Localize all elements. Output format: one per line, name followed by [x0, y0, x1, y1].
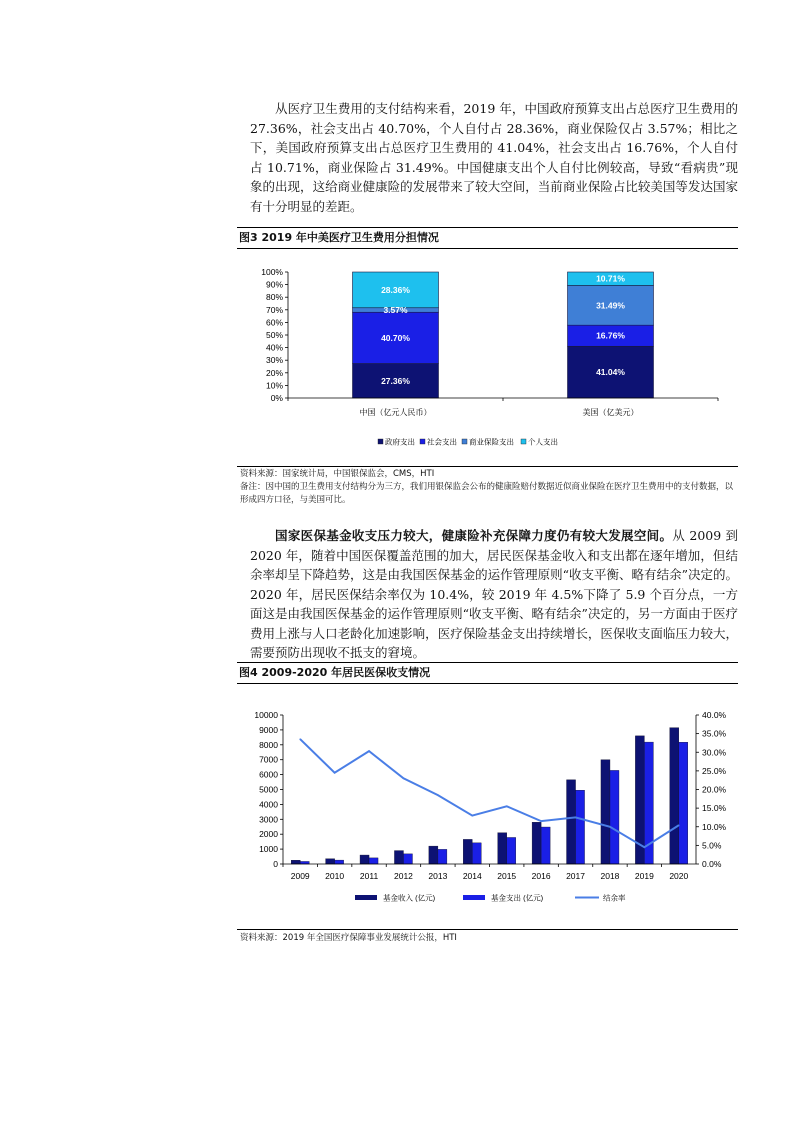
y-right-tick-label: 40.0% [702, 710, 727, 720]
balance-rate-point [506, 805, 508, 807]
bar [438, 849, 447, 864]
legend-swatch [378, 439, 383, 444]
balance-rate-point [609, 826, 611, 828]
y-left-tick-label: 1000 [259, 844, 278, 855]
bar-data-label: 3.57% [383, 304, 408, 315]
y-right-tick-label: 10.0% [702, 821, 727, 832]
bar [291, 860, 300, 864]
bar [394, 851, 403, 864]
y-left-tick-label: 10000 [254, 710, 278, 720]
balance-rate-point [299, 738, 301, 740]
bar [576, 790, 585, 864]
y-tick-label: 100% [261, 267, 283, 277]
fund-pressure-paragraph [250, 526, 738, 663]
bar-data-label: 10.71% [596, 273, 625, 284]
legend-swatch [521, 439, 526, 444]
y-tick-label: 10% [265, 380, 283, 391]
y-tick-label: 30% [265, 355, 283, 366]
balance-rate-point [575, 817, 577, 819]
figure3-stacked-bar-chart [237, 255, 738, 463]
legend-swatch [355, 895, 377, 900]
legend-label: 基金支出 (亿元) [491, 893, 544, 903]
y-tick-label: 40% [265, 342, 283, 353]
bar [567, 780, 576, 864]
bar-data-label: 31.49% [596, 300, 625, 311]
fund-pressure-body: 从 2009 到 2020 年，随着中国医保覆盖范围的加大，居民医保基金收入和支出都在逐年增加，但结余率却呈下降趋势，这是由我国医保基金的运作管理原则“收支平衡、略有结余”决定的。2020 年，居民医保结余率仅为 10.4%，较 2019 年 4.5%下降了 5.9 个百分点，一方面这是由我国医保基金的运作管理原则“收支平衡、略有结余”决定的，另一方面由于医疗费用上涨与人口老龄化加速影响，医疗保险基金支出持续增长，医保收支面临压力较大，需要预防出现收不抵支的窘境。 [250, 528, 738, 660]
legend-label: 基金收入 (亿元) [383, 893, 436, 903]
legend-swatch [462, 439, 467, 444]
legend-swatch [420, 439, 425, 444]
x-tick-label: 美国（亿美元） [582, 408, 639, 417]
y-left-tick-label: 3000 [259, 814, 278, 825]
x-tick-label: 2020 [669, 871, 689, 881]
balance-rate-point [368, 750, 370, 752]
y-right-tick-label: 25.0% [702, 765, 727, 776]
bar [601, 760, 610, 864]
y-left-tick-label: 6000 [259, 769, 278, 780]
y-left-tick-label: 9000 [259, 724, 278, 735]
legend-label: 个人支出 [528, 437, 558, 447]
bar [541, 827, 550, 864]
y-tick-label: 70% [265, 304, 283, 315]
bar-data-label: 28.36% [381, 284, 410, 295]
figure4-bar-line-chart [237, 700, 738, 928]
balance-rate-point [437, 794, 439, 796]
bar [403, 854, 412, 864]
x-tick-label: 2017 [566, 871, 586, 881]
y-tick-label: 90% [265, 279, 283, 290]
figure3-bottom-rule [237, 466, 738, 467]
x-tick-label: 2010 [325, 871, 345, 881]
balance-rate-point [334, 772, 336, 774]
y-left-tick-label: 4000 [259, 799, 278, 810]
bar [429, 846, 438, 864]
bar [472, 843, 481, 864]
balance-rate-point [540, 820, 542, 822]
x-tick-label: 2011 [359, 871, 379, 881]
y-right-tick-label: 30.0% [702, 747, 727, 758]
legend-label: 政府支出 [385, 437, 415, 447]
bar [360, 855, 369, 864]
figure4-source: 资料来源：2019 年全国医疗保障事业发展统计公报，HTI [240, 933, 457, 943]
bar [369, 858, 378, 864]
y-tick-label: 50% [265, 330, 283, 340]
balance-rate-point [471, 815, 473, 817]
y-tick-label: 80% [265, 292, 283, 303]
figure4-bottom-rule [237, 929, 738, 930]
bar [463, 839, 472, 864]
balance-rate-point [644, 846, 646, 848]
balance-rate-point [403, 778, 405, 780]
y-right-tick-label: 15.0% [702, 803, 727, 814]
balance-rate-line [300, 739, 679, 847]
x-tick-label: 2015 [497, 871, 517, 881]
bar-data-label: 40.70% [381, 332, 410, 343]
y-tick-label: 20% [265, 367, 283, 378]
bar-data-label: 27.36% [381, 375, 410, 386]
figure3-source: 资料来源：国家统计局，中国银保监会，CMS，HTI [240, 469, 435, 479]
legend-swatch [463, 895, 485, 900]
y-left-tick-label: 8000 [259, 739, 278, 750]
bar [670, 728, 679, 864]
bar [532, 822, 541, 864]
bar [498, 833, 507, 864]
x-tick-label: 2012 [393, 871, 413, 881]
x-tick-label: 2013 [428, 871, 448, 881]
y-right-tick-label: 35.0% [702, 728, 727, 739]
bar [610, 770, 619, 864]
x-tick-label: 2014 [462, 871, 482, 881]
intro-paragraph: 从医疗卫生费用的支付结构来看，2019 年，中国政府预算支出占总医疗卫生费用的 27.36%，社会支出占 40.70%，个人自付占 28.36%，商业保险仅占 3.57%；相比之下，美国政府预算支出占总医疗卫生费用的 41.04%，社会支出占 16.76%，个人自付占 10.71%，商业保险占 31.49%。中国健康支出个人自付比例较高，导致“看病贵”现象的出现，这给商业健康险的发展带来了较大空间，当前商业保险占比较美国等发达国家有十分明显的差距。 [250, 101, 738, 214]
y-right-tick-label: 0.0% [702, 859, 722, 869]
y-right-tick-label: 5.0% [702, 840, 722, 851]
legend-label: 商业保险支出 [469, 437, 514, 447]
legend-label: 结余率 [603, 893, 626, 903]
legend-label: 社会支出 [427, 437, 457, 447]
figure4-title: 图4 2009-2020 年居民医保收支情况 [237, 662, 738, 684]
x-tick-label: 2016 [531, 871, 551, 881]
balance-rate-point [678, 824, 680, 826]
bar [679, 742, 688, 864]
bar-data-label: 41.04% [596, 367, 625, 378]
y-left-tick-label: 5000 [259, 784, 278, 795]
bar [335, 860, 344, 864]
bar [507, 837, 516, 864]
fund-pressure-lead: 国家医保基金收支压力较大，健康险补充保障力度仍有较大发展空间。 [275, 528, 673, 543]
y-right-tick-label: 20.0% [702, 784, 727, 795]
x-tick-label: 2018 [600, 871, 620, 881]
bar [326, 859, 335, 864]
y-left-tick-label: 2000 [259, 829, 278, 840]
y-tick-label: 60% [265, 317, 283, 328]
x-tick-label: 中国（亿元人民币） [359, 408, 432, 417]
x-tick-label: 2019 [634, 871, 654, 881]
x-tick-label: 2009 [290, 871, 310, 881]
figure3-title: 图3 2019 年中美医疗卫生费用分担情况 [237, 227, 738, 249]
figure3-note: 备注：因中国的卫生费用支付结构分为三方，我们用银保监会公布的健康险赔付数据近似商业保险在医疗卫生费用中的支付数据，以形成四方口径，与美国可比。 [240, 482, 734, 505]
y-left-tick-label: 7000 [259, 754, 278, 765]
bar-data-label: 16.76% [596, 330, 625, 341]
y-left-tick-label: 0 [273, 859, 278, 869]
y-tick-label: 0% [270, 393, 283, 403]
